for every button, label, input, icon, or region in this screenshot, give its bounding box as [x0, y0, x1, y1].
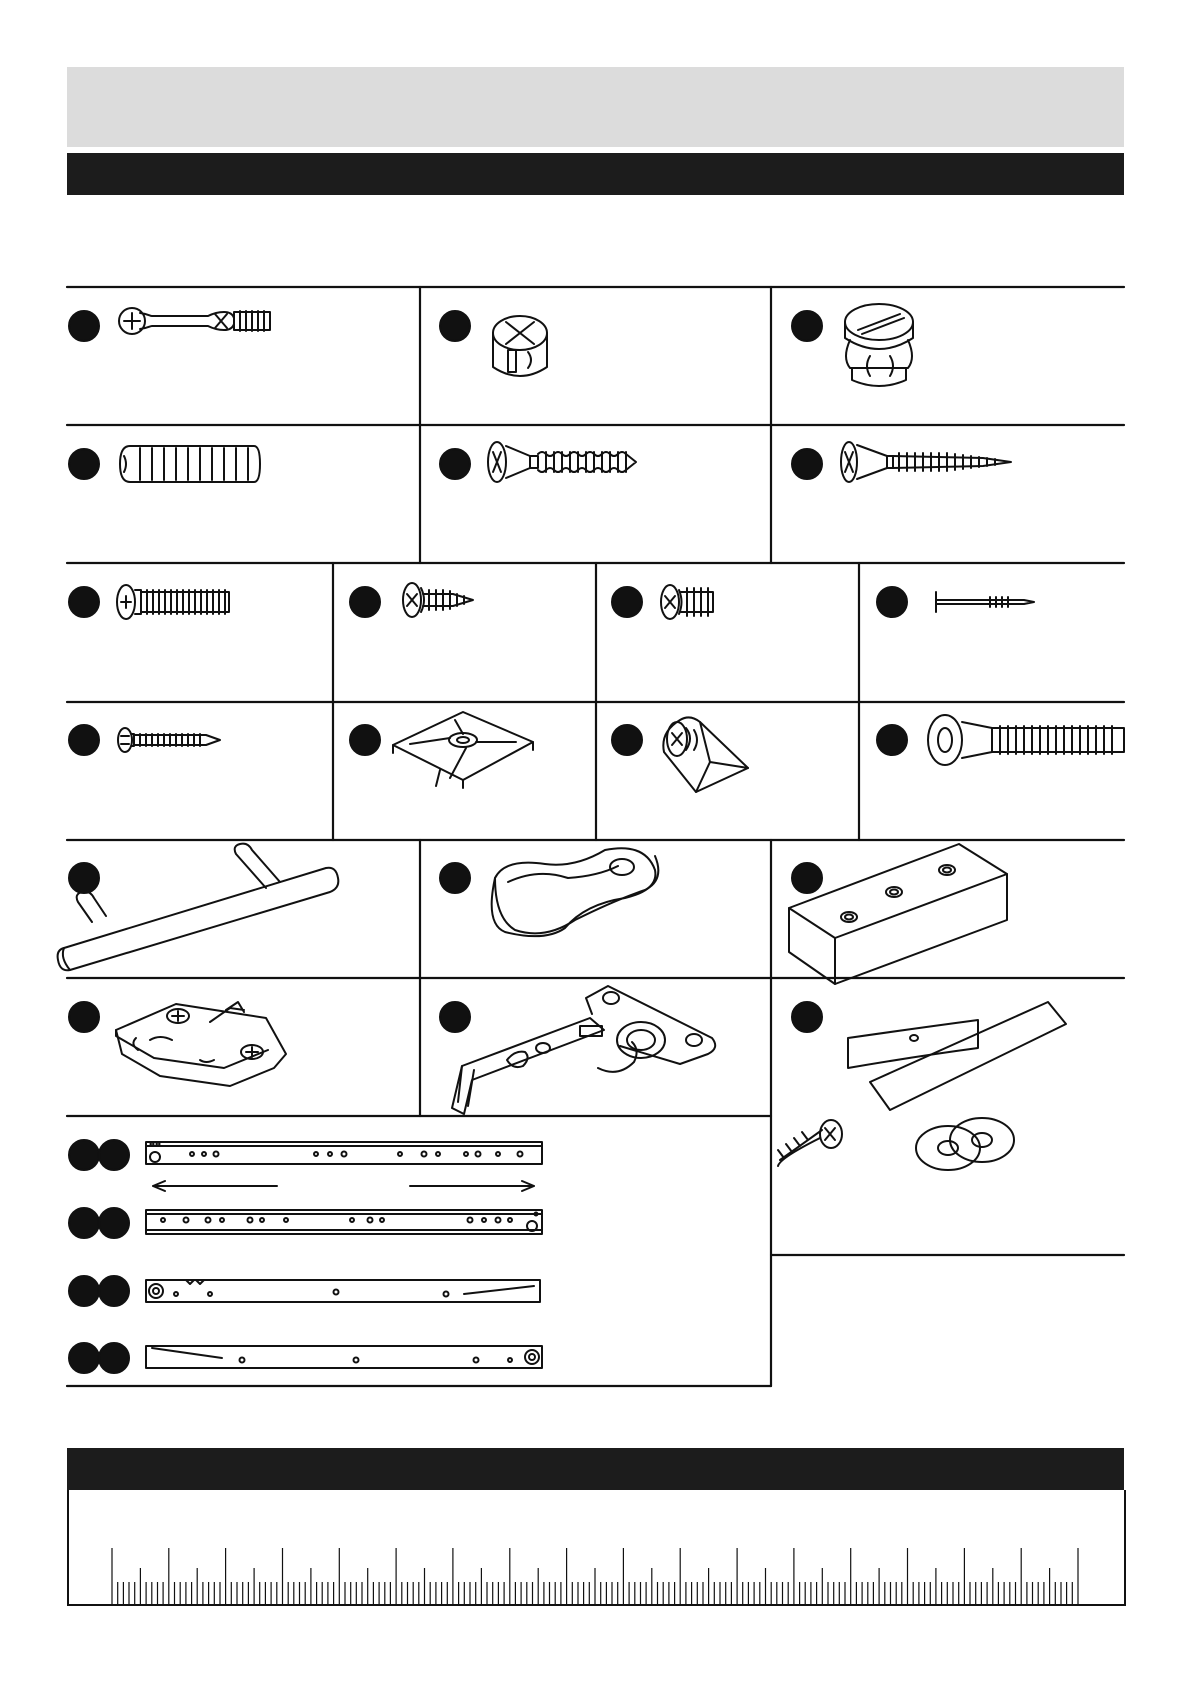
wooden-block-icon [789, 844, 1007, 984]
part-marker-dot [792, 311, 822, 341]
rail-support-icon [492, 848, 659, 936]
connector-bolt-icon [928, 715, 1124, 765]
corner-block-cell [612, 717, 748, 792]
long-thin-screw-cell [69, 725, 220, 755]
part-marker-dot [350, 587, 380, 617]
part-marker-dot [792, 1002, 822, 1032]
part-marker-dot [99, 1343, 129, 1373]
euro-screw-icon [661, 585, 713, 619]
part-marker-dot [69, 1002, 99, 1032]
euro-screw-cell [612, 585, 713, 619]
drawer-runner-3-cell [69, 1276, 540, 1306]
wood-screw-icon [841, 442, 1011, 482]
part-marker-dot [440, 449, 470, 479]
cam-lock-b-icon [845, 304, 913, 386]
anti-tip-kit-icon [778, 1002, 1066, 1170]
cam-bolt-cell [69, 308, 270, 341]
wooden-dowel-cell [69, 446, 260, 482]
confirmat-screw-cell [440, 442, 636, 482]
part-marker-dot [69, 1140, 99, 1170]
cam-bolt-icon [119, 308, 270, 334]
hinge-mounting-plate-icon [116, 1002, 286, 1086]
dowel-icon [120, 446, 260, 482]
drawer-runner-4-cell [69, 1343, 542, 1373]
part-marker-dot [69, 1343, 99, 1373]
part-marker-dot [99, 1208, 129, 1238]
concealed-hinge-cell [440, 986, 715, 1114]
drawer-runner-4-icon [146, 1346, 542, 1368]
confirmat-screw-icon [488, 442, 636, 482]
machine-screw-icon [117, 585, 229, 619]
grid-lines [67, 287, 1124, 1386]
part-marker-dot [440, 311, 470, 341]
cam-lock-icon [493, 316, 547, 376]
part-marker-dot [69, 863, 99, 893]
part-marker-dot [69, 725, 99, 755]
back-panel-clip-icon [393, 712, 533, 788]
part-marker-dot [440, 1002, 470, 1032]
bar-handle-icon [58, 844, 339, 971]
part-marker-dot [69, 311, 99, 341]
part-marker-dot [69, 1208, 99, 1238]
connector-bolt-cell [877, 715, 1124, 765]
short-wood-screw-icon [403, 583, 473, 617]
cam-lock-a-cell [440, 311, 547, 376]
part-marker-dot [69, 587, 99, 617]
concealed-hinge-icon [452, 986, 715, 1114]
part-marker-dot [440, 863, 470, 893]
measuring-ruler [110, 1545, 1080, 1605]
short-wood-screw-cell [350, 583, 473, 617]
long-thin-screw-icon [118, 728, 220, 752]
part-marker-dot [612, 725, 642, 755]
nail-cell [877, 587, 1034, 617]
back-panel-clip-cell [350, 712, 533, 788]
part-marker-dot [792, 449, 822, 479]
drawer-runner-2-icon [146, 1210, 542, 1234]
part-marker-dot [877, 725, 907, 755]
hinge-mounting-plate-cell [69, 1002, 286, 1086]
ruler-title-bar [67, 1448, 1124, 1490]
bar-handle-cell [58, 844, 339, 971]
cam-lock-b-cell [792, 304, 913, 386]
wood-screw-long-cell [792, 442, 1011, 482]
rail-support-cell [440, 848, 658, 936]
part-marker-dot [99, 1276, 129, 1306]
drawer-runner-1-icon [146, 1142, 542, 1191]
machine-screw-cell [69, 585, 229, 619]
corner-block-icon [663, 717, 748, 792]
part-marker-dot [69, 1276, 99, 1306]
nail-icon [936, 592, 1034, 612]
part-marker-dot [99, 1140, 129, 1170]
drawer-runner-1-cell [69, 1140, 542, 1191]
drawer-runner-2-cell [69, 1208, 542, 1238]
part-marker-dot [69, 449, 99, 479]
part-marker-dot [877, 587, 907, 617]
anti-tip-kit-cell [778, 1002, 1066, 1170]
part-marker-dot [792, 863, 822, 893]
part-marker-dot [350, 725, 380, 755]
drawer-runner-3-icon [146, 1280, 540, 1302]
part-marker-dot [612, 587, 642, 617]
wooden-block-cell [789, 844, 1007, 984]
